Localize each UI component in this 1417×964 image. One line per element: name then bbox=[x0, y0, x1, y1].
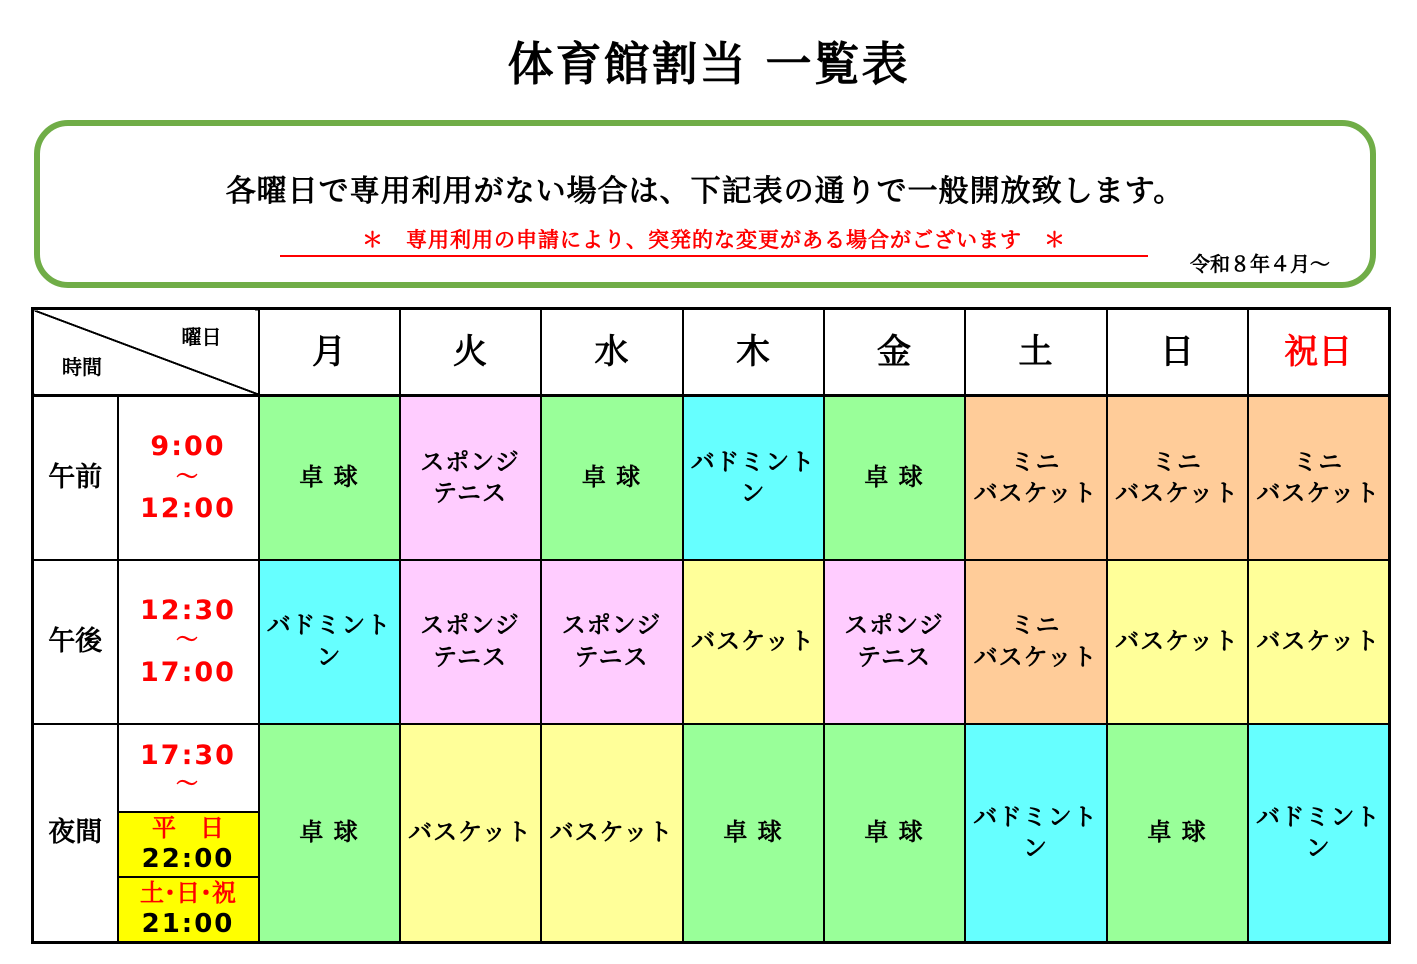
schedule-cell bbox=[965, 724, 1107, 943]
activity-label: 卓 球 bbox=[723, 818, 783, 847]
activity-label: バスケット bbox=[1256, 478, 1381, 507]
corner-time-label: 時間 bbox=[62, 355, 102, 379]
day-header-sun: 日 bbox=[1107, 309, 1248, 396]
activity-label: バスケット bbox=[973, 478, 1098, 507]
schedule-cell bbox=[1107, 724, 1248, 943]
schedule-cell bbox=[683, 396, 824, 560]
activity-label: ミニ bbox=[1010, 447, 1061, 476]
activity-label: 卓 球 bbox=[864, 463, 924, 492]
activity-label: 卓 球 bbox=[299, 818, 359, 847]
activity-label: 卓 球 bbox=[299, 463, 359, 492]
row-afternoon bbox=[33, 560, 1390, 724]
activity-label: テニス bbox=[574, 642, 649, 671]
activity-label: バスケット bbox=[1115, 478, 1239, 507]
activity-label: バドミントン bbox=[690, 447, 816, 507]
activity-label: スポンジ bbox=[561, 611, 662, 640]
activity-label: バドミントン bbox=[1255, 802, 1381, 862]
schedule-cell bbox=[259, 396, 400, 560]
effective-date: 令和８年４月～ bbox=[1190, 252, 1330, 276]
activity-label: バスケット bbox=[1256, 626, 1381, 655]
weekend-label: 土･日･祝 bbox=[140, 879, 236, 908]
day-header-holiday: 祝日 bbox=[1248, 309, 1390, 396]
period-label: 夜間 bbox=[33, 724, 118, 943]
time-start: 12:30 bbox=[140, 595, 236, 627]
schedule-cell bbox=[1248, 560, 1390, 724]
activity-label: バドミントン bbox=[266, 611, 392, 671]
schedule-cell bbox=[683, 724, 824, 943]
schedule-cell bbox=[541, 396, 683, 560]
notice-warning-text: ＊ 専用利用の申請により、突発的な変更がある場合がございます ＊ bbox=[280, 224, 1148, 257]
activity-label: スポンジ bbox=[844, 611, 944, 640]
day-header-wed: 水 bbox=[541, 309, 683, 396]
time-range bbox=[118, 396, 259, 560]
activity-label: バスケット bbox=[691, 626, 815, 655]
time-tilde: ～ bbox=[175, 464, 200, 490]
day-header-thu: 木 bbox=[683, 309, 824, 396]
activity-label: ミニ bbox=[1010, 611, 1061, 640]
activity-label: バドミントン bbox=[973, 802, 1098, 862]
period-label: 午後 bbox=[33, 560, 118, 724]
activity-label: バスケット bbox=[549, 818, 674, 847]
schedule-cell bbox=[824, 560, 965, 724]
schedule-cell bbox=[259, 560, 400, 724]
activity-label: 卓 球 bbox=[581, 463, 642, 492]
weekday-label: 平 日 bbox=[152, 813, 224, 842]
activity-label: テニス bbox=[432, 642, 508, 671]
weekday-end-time: 22:00 bbox=[141, 843, 235, 874]
schedule-cell bbox=[1107, 560, 1248, 724]
header-row bbox=[33, 309, 1390, 396]
period-label: 午前 bbox=[33, 396, 118, 560]
schedule-cell bbox=[683, 560, 824, 724]
schedule-cell bbox=[965, 560, 1107, 724]
day-header-fri: 金 bbox=[824, 309, 965, 396]
day-header-sat: 土 bbox=[965, 309, 1107, 396]
schedule-cell bbox=[824, 396, 965, 560]
schedule-cell bbox=[259, 724, 400, 943]
activity-label: テニス bbox=[432, 478, 508, 507]
schedule-cell bbox=[1248, 724, 1390, 943]
corner-day-label: 曜日 bbox=[181, 325, 222, 349]
time-end: 12:00 bbox=[140, 492, 236, 524]
activity-label: バスケット bbox=[973, 642, 1098, 671]
schedule-cell bbox=[1248, 396, 1390, 560]
schedule-table bbox=[31, 307, 1391, 944]
time-start: 9:00 bbox=[150, 431, 226, 463]
activity-label: テニス bbox=[856, 642, 932, 671]
notice-box bbox=[34, 120, 1376, 288]
activity-label: スポンジ bbox=[420, 611, 520, 640]
notice-main-text: 各曜日で専用利用がない場合は、下記表の通りで一般開放致します。 bbox=[225, 174, 1185, 209]
corner-header bbox=[33, 309, 259, 396]
activity-label: スポンジ bbox=[420, 447, 520, 476]
schedule-cell bbox=[965, 396, 1107, 560]
activity-label: ミニ bbox=[1293, 447, 1344, 476]
time-range bbox=[118, 724, 259, 943]
time-start: 17:30 bbox=[140, 739, 236, 771]
time-end: 17:00 bbox=[140, 656, 236, 688]
weekend-end-box bbox=[119, 876, 258, 941]
weekend-end-time: 21:00 bbox=[141, 909, 235, 940]
day-header-mon: 月 bbox=[259, 309, 400, 396]
time-tilde: ～ bbox=[175, 628, 200, 654]
activity-label: ミニ bbox=[1152, 447, 1202, 476]
activity-label: バスケット bbox=[408, 818, 532, 847]
activity-label: 卓 球 bbox=[864, 818, 924, 847]
time-tilde: ～ bbox=[175, 771, 200, 797]
weekday-end-box bbox=[119, 811, 258, 876]
schedule-cell bbox=[1107, 396, 1248, 560]
schedule-cell bbox=[400, 724, 541, 943]
activity-label: 卓 球 bbox=[1147, 818, 1207, 847]
row-night bbox=[33, 724, 1390, 943]
schedule-cell bbox=[824, 724, 965, 943]
schedule-cell bbox=[400, 560, 541, 724]
schedule-cell bbox=[541, 724, 683, 943]
activity-label: バスケット bbox=[1115, 626, 1239, 655]
day-header-tue: 火 bbox=[400, 309, 541, 396]
row-morning bbox=[33, 396, 1390, 560]
schedule-cell bbox=[541, 560, 683, 724]
schedule-cell bbox=[400, 396, 541, 560]
time-range bbox=[118, 560, 259, 724]
page-title: 体育館割当 一覧表 bbox=[507, 37, 910, 91]
